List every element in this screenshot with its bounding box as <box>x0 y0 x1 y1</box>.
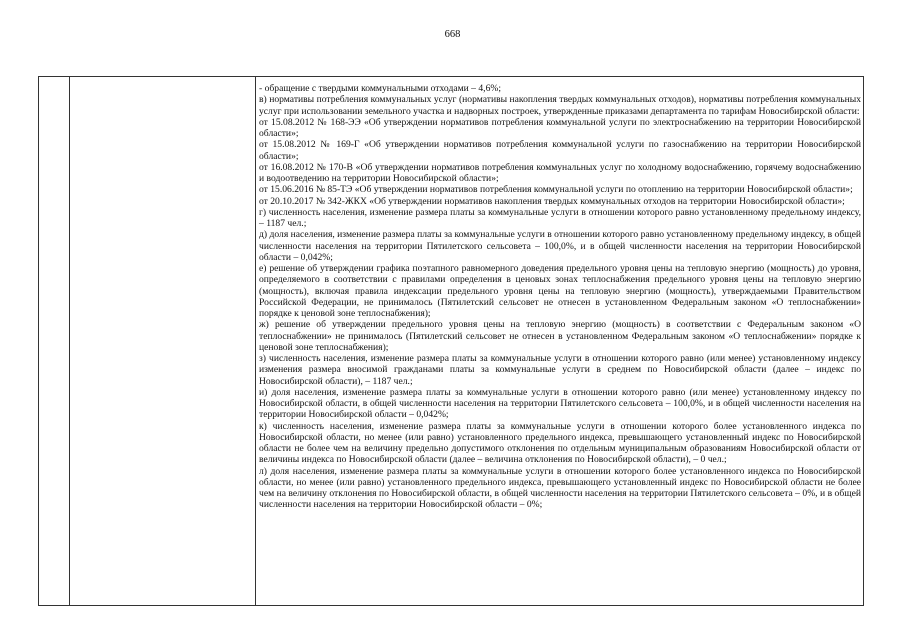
paragraph-7: от 20.10.2017 № 342-ЖКХ «Об утверждении нормативов накопления твердых коммунальных отходов на территории Новосибирской области»; <box>259 195 845 207</box>
paragraph-8: г) численность населения, изменение размера платы за коммунальные услуги в отношении которого равно установленному предельному индексу, – 1187 чел.; <box>259 206 861 229</box>
page-number: 668 <box>444 29 461 40</box>
paragraph-11: ж) решение об утверждении предельного уровня цены на тепловую энергию (мощность) в соответствии с Федеральным законом «О теплоснабжении» не принималось (Пятилетский сельсовет не отнесен в установленном Федеральным законом «О теплоснабжении» порядке к ценовой зоне теплоснабжения); <box>259 319 861 353</box>
paragraph-6: от 15.06.2016 № 85-ТЭ «Об утверждении нормативов потребления коммунальной услуги по отоплению на территории Новосибирской области»; <box>259 184 853 196</box>
paragraph-9: д) доля населения, изменение размера платы за коммунальные услуги в отношении которого равно установленному предельному индексу, в общей численности населения на территории Пятилетского сельсовета – 100,0%, и в общей численности населения на территории Новосибирской области – 0,042%; <box>259 229 862 263</box>
paragraph-4: от 15.08.2012 № 169-Г «Об утверждении нормативов потребления коммунальной услуги по газоснабжению на территории Новосибирской области»; <box>259 139 861 162</box>
paragraph-15: л) доля населения, изменение размера платы за коммунальные услуги в отношении которого более установленного индекса по Новосибирской области, но менее (или равно) установленного предельного индекса, превышающего установленный индекс по Новосибирской области не более чем на величину отклонения по Новосибирской области, в общей численности населения на территории Пятилетского сельсовета – 0%, и в общей численности населения на территории Новосибирской области – 0%; <box>259 465 861 511</box>
table-cell-content <box>259 83 861 511</box>
column-divider-1 <box>69 77 70 605</box>
paragraph-1: - обращение с твердыми коммунальными отходами – 4,6%; <box>259 83 502 94</box>
paragraph-13: и) доля населения, изменение размера платы за коммунальные услуги в отношении которого равно (или менее) установленному индексу по Новосибирской области, в общей численности населения на территории Пятилетского сельсовета – 100,0%, и в общей численности населения на территории Новосибирской области – 0,042%; <box>259 386 861 421</box>
paragraph-12: з) численность населения, изменение размера платы за коммунальные услуги в отношении которого равно (или менее) установленному индексу изменения размера вносимой гражданами платы за коммунальные услуги в среднем по Новосибирской области (далее – индекс по Новосибирской области), – 1187 чел.; <box>259 353 861 387</box>
column-divider-2 <box>255 77 256 605</box>
paragraph-3: от 15.08.2012 № 168-ЭЭ «Об утверждении нормативов потребления коммунальной услуги по электроснабжению на территории Новосибирской области»; <box>259 116 861 139</box>
paragraph-5: от 16.08.2012 № 170-В «Об утверждении нормативов потребления коммунальных услуг по холодному водоснабжению, горячему водоснабжению и водоотведению на территории Новосибирской области»; <box>259 161 861 184</box>
paragraph-14: к) численность населения, изменение размера платы за коммунальные услуги в отношении которого более установленного индекса по Новосибирской области, но менее (или равно) установленного предельного индекса, превышающего установленный индекс по Новосибирской области не более чем на величину предельно допустимого отклонения по отдельным муниципальным образованиям Новосибирской области от величины индекса по Новосибирской области (далее – величина отклонения по Новосибирской области), – 0 чел.; <box>259 420 861 466</box>
paragraph-2: в) нормативы потребления коммунальных услуг (нормативы накопления твердых коммунальных отходов), нормативы потребления коммунальных услуг при использовании земельного участка и надворных построек, утвержденные приказами департамента по тарифам Новосибирской области: <box>259 94 861 117</box>
paragraph-10: е) решение об утверждении графика поэтапного равномерного доведения предельного уровня цены на тепловую энергию (мощность) до уровня, определяемого в соответствии с правилами определения в ценовых зонах теплоснабжения предельного уровня цены на тепловую энергию (мощность), включая правила индексации предельного уровня цены на тепловую энергию (мощность), утверждаемыми Правительством Российской Федерации, не принималось (Пятилетский сельсовет не отнесен в установленном Федеральным законом «О теплоснабжении» порядке к ценовой зоне теплоснабжения); <box>259 263 861 319</box>
document-table <box>38 76 864 606</box>
